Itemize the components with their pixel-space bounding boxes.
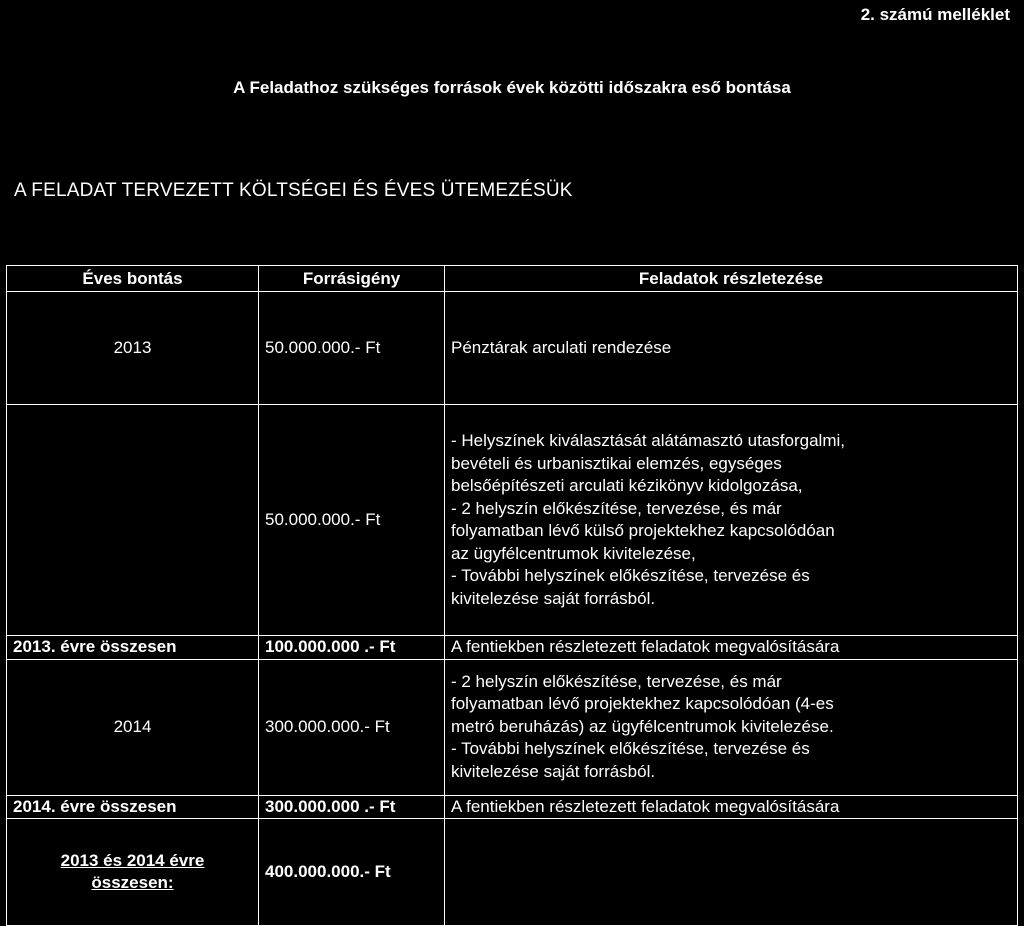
row-year: 2014 [7,659,259,795]
grand-total-details [445,819,1018,926]
subtotal-details: A fentiekben részletezett feladatok megvalósítására [445,636,1018,660]
detail-line: az ügyfélcentrumok kivitelezése, [451,543,696,563]
detail-line: kivitelezése saját forrásból. [451,588,656,608]
grand-total-label-line: 2013 és 2014 évre [60,851,205,870]
row-amount: 50.000.000.- Ft [259,292,445,405]
grand-total-label-line: összesen: [91,873,174,892]
subtotal-label: 2014. évre összesen [7,795,259,819]
row-year: 2013 [7,292,259,405]
document-title: A Feladathoz szükséges források évek közötti időszakra eső bontása [233,78,791,97]
table-row [7,292,1018,405]
header-annual-breakdown: Éves bontás [7,266,259,292]
annex-label: 2. számú melléklet [860,5,1010,24]
table-row [7,659,1018,795]
subtotal-details: A fentiekben részletezett feladatok megvalósítására [445,795,1018,819]
row-year [7,405,259,636]
subtotal-amount: 300.000.000 .- Ft [259,795,445,819]
row-amount: 50.000.000.- Ft [259,405,445,636]
grand-total-row [7,819,1018,926]
subtotal-row-2014 [7,795,1018,819]
row-details [445,659,1018,795]
cost-schedule-table [6,265,1018,926]
subtotal-amount: 100.000.000 .- Ft [259,636,445,660]
detail-line: folyamatban lévő külső projektekhez kapcsolódóan [451,521,835,540]
detail-line: - Helyszínek kiválasztását alátámasztó utasforgalmi, [451,431,845,450]
subtotal-row-2013 [7,636,1018,660]
row-details [445,405,1018,636]
section-title: A FELADAT TERVEZETT KÖLTSÉGEI ÉS ÉVES ÜTEMEZÉSÜK [14,180,573,201]
grand-total-amount: 400.000.000.- Ft [259,819,445,926]
row-details: Pénztárak arculati rendezése [445,292,1018,405]
header-funding-need: Forrásigény [259,266,445,292]
subtotal-label: 2013. évre összesen [7,636,259,660]
detail-line: - 2 helyszín előkészítése, tervezése, és már [451,671,782,691]
detail-line: folyamatban lévő projektekhez kapcsolódóan (4-es [451,694,834,714]
detail-line: kivitelezése saját forrásból. [451,761,656,781]
table-header-row [7,266,1018,292]
detail-line: bevételi és urbanisztikai elemzés, egységes [451,453,782,473]
detail-line: - További helyszínek előkészítése, tervezése és [451,739,810,759]
detail-line: - További helyszínek előkészítése, tervezése és [451,566,810,585]
detail-line: belsőépítészeti arculati kézikönyv kidolgozása, [451,476,803,495]
detail-line: metró beruházás) az ügyfélcentrumok kivitelezése. [451,716,834,736]
row-amount: 300.000.000.- Ft [259,659,445,795]
header-task-details: Feladatok részletezése [445,266,1018,292]
table-row [7,405,1018,636]
detail-line: - 2 helyszín előkészítése, tervezése, és már [451,498,782,518]
grand-total-label [7,819,259,926]
